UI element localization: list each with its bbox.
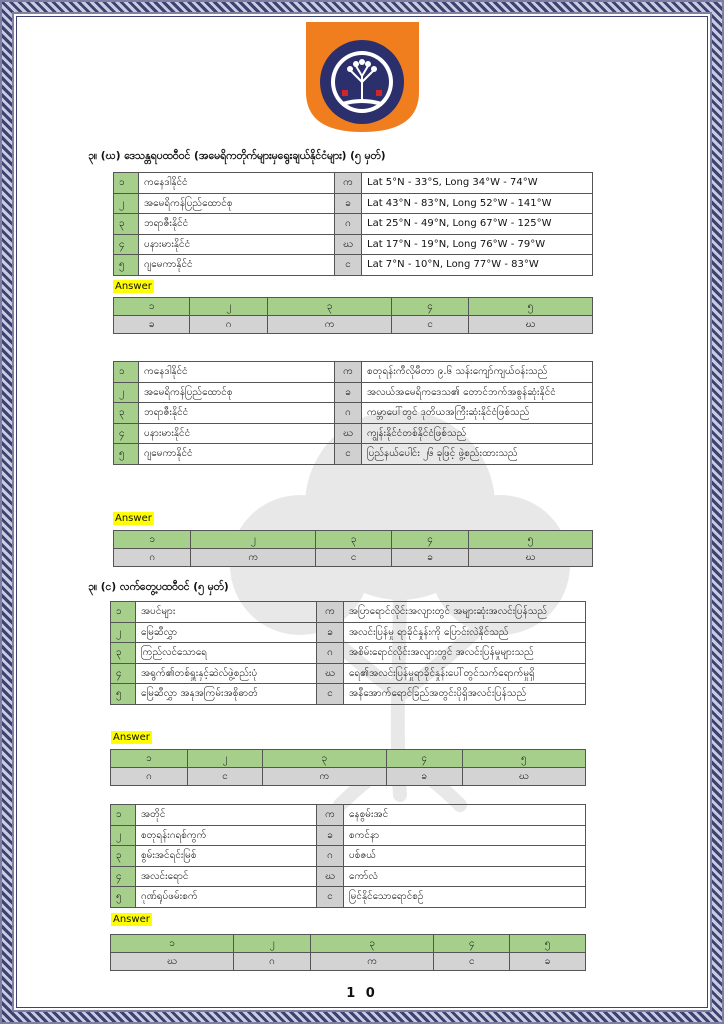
row-left-item: ကနေဒါနိုင်ငံ bbox=[139, 362, 335, 383]
row-right-item: အစိမ်းရောင်လိုင်းအလျားတွင် အလင်းပြန်မှုများသည် bbox=[344, 643, 586, 664]
answer-label: Answer bbox=[113, 732, 150, 743]
row-number: ၅ bbox=[114, 444, 139, 465]
row-number: ၁ bbox=[114, 362, 139, 383]
answer-letter: ခ bbox=[392, 549, 468, 567]
answer-table bbox=[113, 530, 593, 567]
row-left-item: မြေဆီလွှာ bbox=[136, 622, 317, 643]
row-left-item: အမေရိကန်ပြည်ထောင်စု bbox=[139, 382, 335, 403]
answer-number: ၁ bbox=[114, 531, 191, 549]
row-number: ၃ bbox=[111, 643, 136, 664]
row-letter: ဂ bbox=[335, 403, 362, 424]
row-right-item: ပြည်နယ်ပေါင်း ၂၆ ခုဖြင့် ဖွဲ့စည်းထားသည် bbox=[362, 444, 593, 465]
answer-letter: ခ bbox=[386, 768, 462, 786]
row-left-item: စွမ်းအင်ရင်းမြစ် bbox=[136, 846, 317, 867]
answer-number: ၃ bbox=[310, 935, 433, 953]
answer-letter: ခ bbox=[510, 953, 586, 971]
row-number: ၄ bbox=[114, 423, 139, 444]
table-row bbox=[114, 255, 593, 276]
row-number: ၄ bbox=[111, 663, 136, 684]
row-right-item: မြင်နိုင်သောရောင်စဉ် bbox=[344, 887, 586, 908]
row-number: ၂ bbox=[111, 825, 136, 846]
matching-table bbox=[110, 804, 586, 908]
answer-number: ၅ bbox=[462, 750, 585, 768]
row-number: ၃ bbox=[114, 214, 139, 235]
answer-letter: က bbox=[310, 953, 433, 971]
row-letter: ဂ bbox=[317, 846, 344, 867]
row-right-item: Lat 25°N - 49°N, Long 67°W - 125°W bbox=[362, 214, 593, 235]
row-left-item: အလင်းရောင် bbox=[136, 866, 317, 887]
answer-letter: ခ bbox=[114, 316, 190, 334]
answer-letter: င bbox=[434, 953, 510, 971]
table-row bbox=[111, 887, 586, 908]
row-right-item: Lat 43°N - 83°N, Long 52°W - 141°W bbox=[362, 193, 593, 214]
table-row bbox=[111, 825, 586, 846]
answer-number: ၁ bbox=[114, 298, 190, 316]
table-row bbox=[111, 643, 586, 664]
answer-value-row bbox=[114, 316, 593, 334]
row-letter: က bbox=[335, 173, 362, 194]
row-number: ၅ bbox=[114, 255, 139, 276]
row-letter: င bbox=[335, 255, 362, 276]
answer-header-row bbox=[114, 298, 593, 316]
table-row bbox=[111, 846, 586, 867]
row-letter: ခ bbox=[335, 382, 362, 403]
answer-number: ၃ bbox=[267, 298, 392, 316]
table-row bbox=[114, 403, 593, 424]
row-left-item: ကြည်လင်သောရေ bbox=[136, 643, 317, 664]
matching-table bbox=[110, 601, 586, 705]
row-right-item: Lat 5°N - 33°S, Long 34°W - 74°W bbox=[362, 173, 593, 194]
table-row bbox=[114, 173, 593, 194]
row-right-item: ပစ်ဇယ် bbox=[344, 846, 586, 867]
answer-letter: င bbox=[392, 316, 468, 334]
row-letter: ခ bbox=[335, 193, 362, 214]
answer-letter: က bbox=[267, 316, 392, 334]
answer-letter: ဃ bbox=[468, 549, 592, 567]
answer-number: ၄ bbox=[392, 531, 468, 549]
table-row bbox=[111, 622, 586, 643]
row-number: ၂ bbox=[114, 382, 139, 403]
row-letter: ခ bbox=[317, 825, 344, 846]
row-right-item: စတုရန်းကီလိုမီတာ ၉.၆ သန်းကျော်ကျယ်ဝန်းသည် bbox=[362, 362, 593, 383]
answer-number: ၁ bbox=[111, 935, 234, 953]
answer-value-row bbox=[114, 549, 593, 567]
row-number: ၅ bbox=[111, 684, 136, 705]
row-left-item: အပင်များ bbox=[136, 602, 317, 623]
row-letter: က bbox=[335, 362, 362, 383]
table-row bbox=[111, 684, 586, 705]
row-right-item: Lat 7°N - 10°N, Long 77°W - 83°W bbox=[362, 255, 593, 276]
row-number: ၄ bbox=[111, 866, 136, 887]
row-letter: ဃ bbox=[335, 423, 362, 444]
row-left-item: အမေရိကန်ပြည်ထောင်စု bbox=[139, 193, 335, 214]
row-number: ၅ bbox=[111, 887, 136, 908]
answer-header-row bbox=[111, 935, 586, 953]
answer-number: ၂ bbox=[190, 298, 267, 316]
answer-table bbox=[110, 934, 586, 971]
row-left-item: ပနားမားနိုင်ငံ bbox=[139, 234, 335, 255]
answer-number: ၃ bbox=[263, 750, 387, 768]
answer-label: Answer bbox=[113, 914, 150, 925]
row-letter: ခ bbox=[317, 622, 344, 643]
row-left-item: ကနေဒါနိုင်ငံ bbox=[139, 173, 335, 194]
row-right-item: ကမ္ဘာပေါ်တွင် ဒုတိယအကြီးဆုံးနိုင်ငံဖြစ်သည် bbox=[362, 403, 593, 424]
row-number: ၁ bbox=[111, 602, 136, 623]
answer-number: ၅ bbox=[468, 531, 592, 549]
row-letter: ဂ bbox=[335, 214, 362, 235]
row-letter: ဃ bbox=[335, 234, 362, 255]
answer-letter: ဃ bbox=[462, 768, 585, 786]
row-left-item: အတိုင် bbox=[136, 805, 317, 826]
row-number: ၄ bbox=[114, 234, 139, 255]
answer-number: ၂ bbox=[191, 531, 316, 549]
answer-header-row bbox=[114, 531, 593, 549]
table-row bbox=[114, 214, 593, 235]
row-right-item: အပြာရောင်လိုင်းအလျားတွင် အများဆုံးအလင်းပြန်သည် bbox=[344, 602, 586, 623]
row-right-item: အလယ်အမေရိကဒေသ၏ တောင်ဘက်အစွန်ဆုံးနိုင်ငံ bbox=[362, 382, 593, 403]
answer-number: ၄ bbox=[386, 750, 462, 768]
answer-number: ၅ bbox=[510, 935, 586, 953]
table-row bbox=[114, 193, 593, 214]
row-letter: ဂ bbox=[317, 643, 344, 664]
row-left-item: ပနားမားနိုင်ငံ bbox=[139, 423, 335, 444]
table-row bbox=[114, 423, 593, 444]
table-row bbox=[114, 234, 593, 255]
answer-number: ၄ bbox=[392, 298, 468, 316]
row-number: ၃ bbox=[111, 846, 136, 867]
answer-letter: ဂ bbox=[234, 953, 311, 971]
answer-number: ၄ bbox=[434, 935, 510, 953]
answer-value-row bbox=[111, 768, 586, 786]
row-number: ၂ bbox=[111, 622, 136, 643]
answer-header-row bbox=[111, 750, 586, 768]
answer-table bbox=[113, 297, 593, 334]
table-row bbox=[111, 866, 586, 887]
answer-letter: က bbox=[191, 549, 316, 567]
table-row bbox=[114, 382, 593, 403]
answer-label: Answer bbox=[115, 513, 152, 524]
answer-letter: ဂ bbox=[190, 316, 267, 334]
row-right-item: စကင်နာ bbox=[344, 825, 586, 846]
table-row bbox=[111, 602, 586, 623]
answer-value-row bbox=[111, 953, 586, 971]
matching-table bbox=[113, 361, 593, 465]
row-right-item: ကော်လံ bbox=[344, 866, 586, 887]
row-letter: ဃ bbox=[317, 866, 344, 887]
answer-letter: ဂ bbox=[114, 549, 191, 567]
row-right-item: နေစွမ်းအင် bbox=[344, 805, 586, 826]
row-right-item: အနီအောက်ရောင်ခြည်အတွင်းပိုရှိအလင်းပြန်သည် bbox=[344, 684, 586, 705]
page-number: 1 0 bbox=[346, 986, 378, 1001]
answer-letter: က bbox=[263, 768, 387, 786]
row-letter: ဃ bbox=[317, 663, 344, 684]
row-number: ၂ bbox=[114, 193, 139, 214]
answer-letter: င bbox=[316, 549, 392, 567]
row-left-item: ဘရာဇီးနိုင်ငံ bbox=[139, 403, 335, 424]
answer-letter: ဃ bbox=[468, 316, 592, 334]
row-right-item: Lat 17°N - 19°N, Long 76°W - 79°W bbox=[362, 234, 593, 255]
table-row bbox=[114, 362, 593, 383]
section-heading: ၃။ (ဃ) ဒေသန္တရပထဝီဝင် (အမေရိကတိုက်များမှရွေးချယ်နိုင်ငံများ) (၅ မှတ်) bbox=[88, 150, 386, 162]
row-letter: က bbox=[317, 805, 344, 826]
row-left-item: ဂျမေကာနိုင်ငံ bbox=[139, 255, 335, 276]
answer-number: ၁ bbox=[111, 750, 188, 768]
row-number: ၁ bbox=[111, 805, 136, 826]
school-logo bbox=[306, 22, 419, 132]
answer-letter: ဂ bbox=[111, 768, 188, 786]
table-row bbox=[114, 444, 593, 465]
row-left-item: အရွက်၏တစ်ရှူးနှင့်ဆဲလ်ဖွဲ့စည်းပုံ bbox=[136, 663, 317, 684]
answer-number: ၅ bbox=[468, 298, 592, 316]
table-row bbox=[111, 805, 586, 826]
table-row bbox=[111, 663, 586, 684]
matching-table bbox=[113, 172, 593, 276]
row-number: ၃ bbox=[114, 403, 139, 424]
answer-number: ၂ bbox=[234, 935, 311, 953]
row-letter: က bbox=[317, 602, 344, 623]
row-right-item: ကျွန်းနိုင်ငံတစ်နိုင်ငံဖြစ်သည် bbox=[362, 423, 593, 444]
row-right-item: ရေ၏အလင်းပြန်မှုရာခိုင်နှုန်းပေါ်တွင်သက်ရောက်မှုရှိ bbox=[344, 663, 586, 684]
row-number: ၁ bbox=[114, 173, 139, 194]
section-heading: ၃။ (င) လက်တွေ့ပထဝီဝင် (၅ မှတ်) bbox=[88, 581, 229, 593]
answer-number: ၃ bbox=[316, 531, 392, 549]
row-letter: င bbox=[317, 684, 344, 705]
row-left-item: စတုရန်းဂရစ်ကွက် bbox=[136, 825, 317, 846]
row-left-item: ဘရာဇီးနိုင်ငံ bbox=[139, 214, 335, 235]
row-letter: င bbox=[317, 887, 344, 908]
answer-letter: င bbox=[187, 768, 262, 786]
row-left-item: ဂုဏ်ရုပ်ဖမ်းစက် bbox=[136, 887, 317, 908]
row-letter: င bbox=[335, 444, 362, 465]
answer-number: ၂ bbox=[187, 750, 262, 768]
answer-label: Answer bbox=[115, 281, 152, 292]
row-left-item: မြေဆီလွှာ အနုအကြမ်းအစိုဓာတ် bbox=[136, 684, 317, 705]
answer-table bbox=[110, 749, 586, 786]
row-left-item: ဂျမေကာနိုင်ငံ bbox=[139, 444, 335, 465]
row-right-item: အလင်းပြန်မှု ရာခိုင်နှုန်းကို ပြောင်းလဲနိုင်သည် bbox=[344, 622, 586, 643]
answer-letter: ဃ bbox=[111, 953, 234, 971]
